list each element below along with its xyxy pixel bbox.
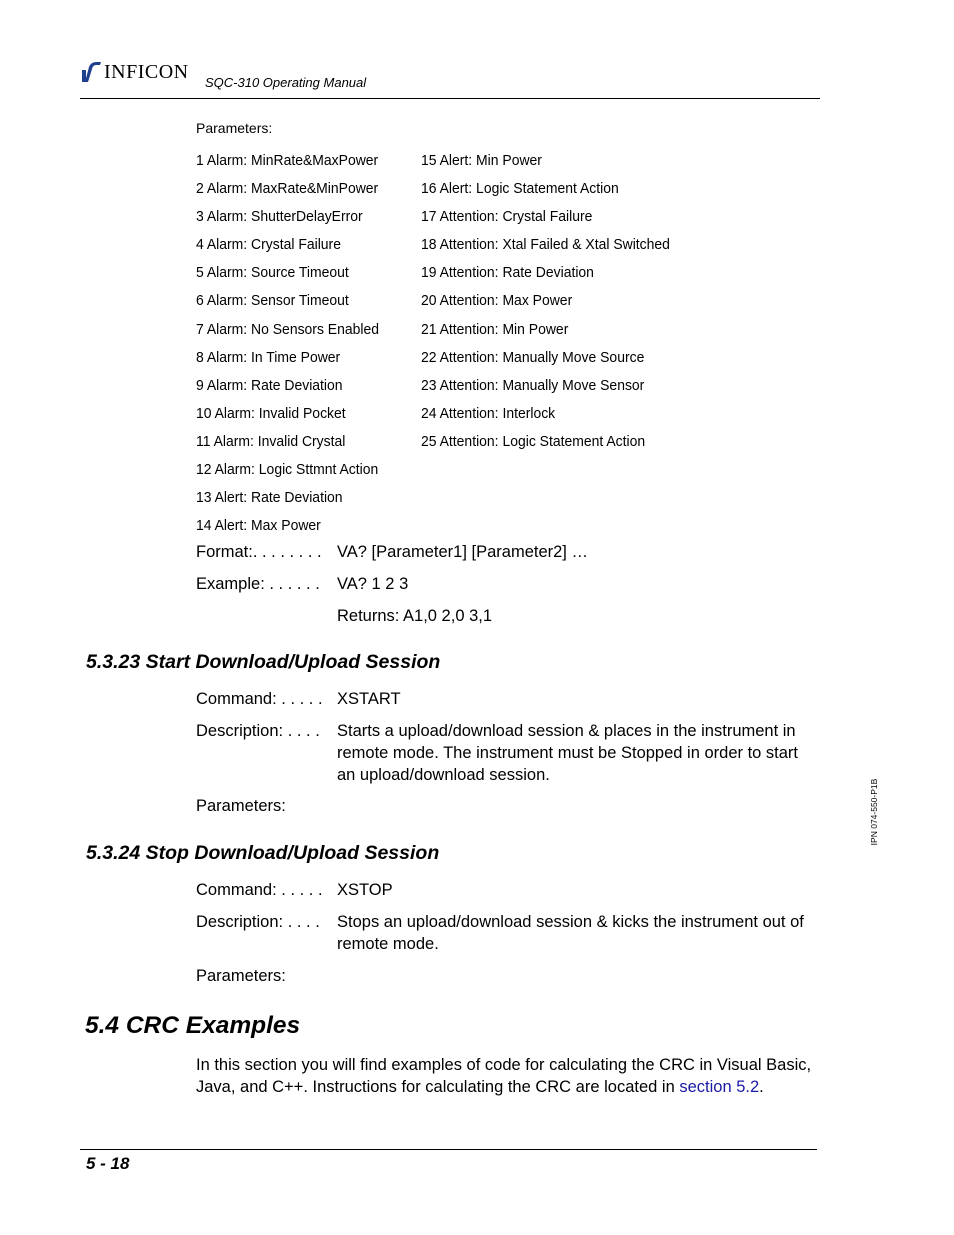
crc-intro-paragraph — [196, 1054, 816, 1098]
parameter-list-column-2 — [421, 147, 670, 456]
parameter-item: 1 Alarm: MinRate&MaxPower — [196, 152, 379, 169]
inficon-logo — [82, 60, 189, 84]
command-label: Command: . . . . . — [196, 690, 323, 708]
returns-value: Returns: A1,0 2,0 3,1 — [337, 607, 493, 625]
parameter-item: 21 Attention: Min Power — [421, 320, 569, 338]
parameter-item: 25 Attention: Logic Statement Action — [421, 432, 646, 450]
example-value: VA? 1 2 3 — [337, 575, 409, 593]
description-value: Stops an upload/download session & kicks the instrument out of remote mode. — [337, 913, 804, 953]
description-label: Description: . . . . — [196, 722, 320, 740]
parameter-item: 8 Alarm: In Time Power — [196, 348, 341, 366]
section-5-4-heading: 5.4 CRC Examples — [85, 1012, 301, 1039]
parameter-item: 20 Attention: Max Power — [421, 292, 573, 310]
parameters-label: Parameters: — [196, 120, 273, 136]
section-5-3-24-heading: 5.3.24 Stop Download/Upload Session — [86, 842, 440, 864]
format-label: Format:. . . . . . . . — [196, 543, 322, 561]
parameter-item: 14 Alert: Max Power — [196, 517, 321, 535]
description-label: Description: . . . . — [196, 913, 320, 931]
parameter-item: 23 Attention: Manually Move Sensor — [421, 376, 645, 394]
footer-divider — [80, 1149, 817, 1150]
xstart-command-row — [196, 688, 336, 710]
parameter-item: 13 Alert: Rate Deviation — [196, 489, 343, 507]
crc-intro-period: . — [759, 1078, 764, 1096]
parameter-item: 9 Alarm: Rate Deviation — [196, 376, 343, 394]
format-row — [196, 541, 336, 563]
page-number: 5 - 18 — [86, 1154, 130, 1173]
inficon-logo-icon — [82, 61, 102, 83]
command-value: XSTOP — [337, 881, 393, 899]
parameter-item: 3 Alarm: ShutterDelayError — [196, 208, 363, 226]
crc-intro-text: In this section you will find examples of code for calculating the CRC in Visual Basic, Java, and C++. Instructions for calculating the CRC are located in — [196, 1056, 812, 1096]
description-value: Starts a upload/download session & places in the instrument in remote mode. The instrument must be Stopped in order to start an upload/download session. — [337, 722, 799, 784]
command-value: XSTART — [337, 690, 401, 708]
parameter-item: 7 Alarm: No Sensors Enabled — [196, 320, 380, 338]
parameter-item: 24 Attention: Interlock — [421, 404, 556, 422]
xstop-parameters-label: Parameters: — [196, 967, 286, 985]
command-label: Command: . . . . . — [196, 881, 323, 899]
section-5-3-23-heading: 5.3.23 Start Download/Upload Session — [86, 651, 441, 673]
parameter-item: 4 Alarm: Crystal Failure — [196, 236, 341, 254]
example-row — [196, 573, 336, 595]
parameter-item: 6 Alarm: Sensor Timeout — [196, 292, 349, 310]
parameter-item: 10 Alarm: Invalid Pocket — [196, 404, 346, 422]
format-value: VA? [Parameter1] [Parameter2] … — [337, 543, 588, 561]
xstart-parameters-label: Parameters: — [196, 797, 286, 815]
section-5-2-link[interactable]: section 5.2 — [679, 1078, 760, 1096]
manual-title: SQC-310 Operating Manual — [205, 75, 367, 90]
xstop-command-row — [196, 879, 336, 901]
parameter-list-column-1 — [196, 147, 379, 540]
parameter-item: 19 Attention: Rate Deviation — [421, 264, 594, 282]
header-divider — [80, 98, 820, 99]
parameter-item: 22 Attention: Manually Move Source — [421, 348, 645, 366]
logo-text: INFICON — [104, 60, 189, 83]
example-label: Example: . . . . . . — [196, 575, 320, 593]
parameter-item: 17 Attention: Crystal Failure — [421, 208, 593, 226]
parameter-item: 16 Alert: Logic Statement Action — [421, 180, 619, 198]
xstop-description-row — [196, 911, 336, 933]
parameter-item: 15 Alert: Min Power — [421, 152, 542, 169]
parameter-item: 18 Attention: Xtal Failed & Xtal Switched — [421, 236, 670, 254]
ipn-code: IPN 074-550-P1B — [869, 778, 879, 846]
xstart-description-row — [196, 720, 336, 742]
parameter-item: 11 Alarm: Invalid Crystal — [196, 432, 346, 450]
parameter-item: 12 Alarm: Logic Sttmnt Action — [196, 461, 379, 479]
parameter-item: 5 Alarm: Source Timeout — [196, 264, 349, 282]
parameter-item: 2 Alarm: MaxRate&MinPower — [196, 180, 379, 198]
